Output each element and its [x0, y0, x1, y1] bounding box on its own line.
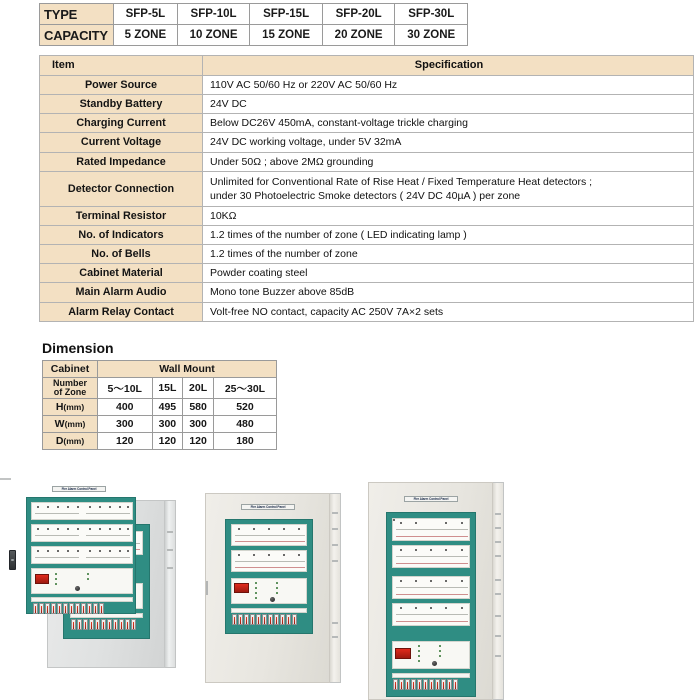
vent-slot — [495, 579, 501, 581]
zone-led — [268, 554, 270, 556]
panel-title-label: Fire Alarm Control Panel — [52, 486, 106, 492]
zone-indicator-bank — [231, 524, 307, 546]
capacity-cell: 5 ZONE — [114, 25, 178, 46]
zone-led — [400, 607, 402, 609]
status-led — [276, 592, 278, 594]
dimension-value: 300 — [98, 416, 153, 433]
status-led — [276, 582, 278, 584]
switch-label-strip — [31, 597, 133, 602]
toggle-switch[interactable] — [274, 614, 279, 625]
spec-item-value: 24V DC — [203, 95, 694, 114]
zone-led — [415, 580, 417, 582]
zone-column-header: 15L — [152, 378, 183, 399]
dimension-row-label: H(mm) — [43, 399, 98, 416]
spec-item-value: Volt-free NO contact, capacity AC 250V 7A×2 sets — [203, 302, 694, 321]
spec-item-label: Alarm Relay Contact — [40, 302, 203, 321]
status-led — [87, 573, 89, 575]
toggle-switch[interactable] — [77, 619, 82, 630]
spec-item-label: Detector Connection — [40, 171, 203, 206]
vent-slot — [495, 555, 501, 557]
zone-led — [445, 522, 447, 524]
toggle-switch[interactable] — [453, 679, 458, 690]
zone-led — [445, 549, 447, 551]
dimension-value: 180 — [213, 433, 276, 450]
zone-indicator-bank — [392, 576, 470, 599]
zone-text-line — [86, 513, 130, 514]
zone-led — [37, 506, 39, 508]
spec-item-value: 24V DC working voltage, under 5V 32mA — [203, 133, 694, 152]
toggle-switch[interactable] — [232, 614, 237, 625]
toggle-switch[interactable] — [256, 614, 261, 625]
table-row — [40, 133, 694, 152]
zone-led — [298, 554, 300, 556]
toggle-switch[interactable] — [71, 619, 76, 630]
table-row — [40, 264, 694, 283]
zone-led — [283, 554, 285, 556]
zone-led — [119, 528, 121, 530]
toggle-switch[interactable] — [399, 679, 404, 690]
zone-text-line — [396, 614, 468, 615]
zone-text-line — [235, 561, 305, 562]
zone-led — [430, 607, 432, 609]
row-header-capacity: CAPACITY — [40, 25, 114, 46]
toggle-switch[interactable] — [87, 603, 92, 614]
status-led — [439, 655, 441, 657]
zone-text-line — [396, 529, 468, 530]
toggle-switch[interactable] — [101, 619, 106, 630]
status-led — [255, 597, 257, 599]
zone-led — [99, 506, 101, 508]
spec-item-label: Terminal Resistor — [40, 206, 203, 225]
spec-item-value: Under 50Ω ; above 2MΩ grounding — [203, 152, 694, 171]
toggle-switch[interactable] — [125, 619, 130, 630]
specification-table — [39, 55, 694, 322]
zone-text-line — [396, 621, 468, 622]
zone-led — [47, 550, 49, 552]
faceplate — [26, 497, 136, 614]
toggle-switch[interactable] — [69, 603, 74, 614]
table-row — [40, 283, 694, 302]
vent-slot — [495, 541, 501, 543]
switch-label-strip — [231, 608, 307, 613]
spec-item-value: Unlimited for Conventional Rate of Rise Heat / Fixed Temperature Heat detectors ; under 30 Photoelectric Smoke detectors ( 24V DC 40µA ) per zone — [203, 171, 694, 206]
table-row — [43, 399, 277, 416]
status-led — [418, 655, 420, 657]
spec-item-value: Powder coating steel — [203, 264, 694, 283]
toggle-switch[interactable] — [441, 679, 446, 690]
zone-led — [119, 506, 121, 508]
zone-column-header: 5～10L — [98, 378, 153, 399]
zone-led — [127, 506, 129, 508]
zone-text-line — [235, 541, 305, 542]
status-led — [255, 587, 257, 589]
model-cell: SFP-15L — [250, 4, 323, 25]
zone-led — [400, 549, 402, 551]
zone-led — [77, 506, 79, 508]
panel-10-zone — [205, 493, 330, 683]
capacity-cell: 10 ZONE — [177, 25, 250, 46]
panel-title-label: Fire Alarm Control Panel — [404, 496, 458, 502]
zone-led — [461, 607, 463, 609]
vent-slot — [332, 622, 338, 624]
cabinet-side — [330, 493, 341, 683]
zone-text-line — [35, 513, 79, 514]
zone-text-line — [396, 536, 468, 537]
door-hinge — [206, 581, 208, 595]
zone-text-line — [235, 567, 305, 568]
table-row — [40, 206, 694, 225]
zone-led — [415, 522, 417, 524]
spec-item-value: 10KΩ — [203, 206, 694, 225]
alarm-display — [234, 583, 249, 593]
zone-led — [67, 528, 69, 530]
table-row — [40, 245, 694, 264]
spec-item-label: Rated Impedance — [40, 152, 203, 171]
zone-led — [89, 506, 91, 508]
zone-label-line1: Number — [52, 378, 87, 388]
toggle-switch[interactable] — [417, 679, 422, 690]
status-led — [87, 578, 89, 580]
row-header-type: TYPE — [40, 4, 114, 25]
zone-led — [238, 554, 240, 556]
zone-led — [109, 506, 111, 508]
vent-slot — [495, 615, 501, 617]
toggle-switch[interactable] — [57, 603, 62, 614]
zone-indicator-bank — [31, 546, 133, 564]
product-photo-strip — [0, 478, 700, 700]
spec-item-label: No. of Bells — [40, 245, 203, 264]
spec-item-value: 1.2 times of the number of zone ( LED indicating lamp ) — [203, 225, 694, 244]
toggle-switch[interactable] — [435, 679, 440, 690]
switch-row[interactable] — [393, 679, 458, 690]
cabinet-side — [0, 478, 11, 480]
toggle-switch[interactable] — [250, 614, 255, 625]
cabinet-side — [165, 500, 176, 668]
spec-item-label: Main Alarm Audio — [40, 283, 203, 302]
toggle-switch[interactable] — [89, 619, 94, 630]
zone-led — [298, 528, 300, 530]
spec-item-value: Below DC26V 450mA, constant-voltage trickle charging — [203, 114, 694, 133]
spec-item-label: Current Voltage — [40, 133, 203, 152]
spec-item-value: 110V AC 50/60 Hz or 220V AC 50/60 Hz — [203, 75, 694, 94]
dimension-table — [42, 360, 277, 450]
zone-indicator-bank — [392, 545, 470, 568]
capacity-cell: 15 ZONE — [250, 25, 323, 46]
cabinet-side — [493, 482, 504, 700]
toggle-switch[interactable] — [107, 619, 112, 630]
toggle-switch[interactable] — [244, 614, 249, 625]
table-row — [40, 114, 694, 133]
switch-row[interactable] — [71, 619, 136, 630]
zone-led — [67, 550, 69, 552]
zone-led — [47, 528, 49, 530]
toggle-switch[interactable] — [447, 679, 452, 690]
dimension-row-label: D(mm) — [43, 433, 98, 450]
zone-led — [253, 528, 255, 530]
spec-item-value: 1.2 times of the number of zone — [203, 245, 694, 264]
toggle-switch[interactable] — [39, 603, 44, 614]
zone-led — [57, 550, 59, 552]
door-lock[interactable] — [9, 550, 16, 570]
vent-slot — [495, 513, 501, 515]
toggle-switch[interactable] — [393, 679, 398, 690]
dimension-mount-label: Wall Mount — [98, 361, 277, 378]
switch-label-strip — [392, 673, 470, 678]
status-led — [276, 587, 278, 589]
zone-led — [89, 528, 91, 530]
toggle-switch[interactable] — [45, 603, 50, 614]
zone-led — [415, 549, 417, 551]
toggle-switch[interactable] — [405, 679, 410, 690]
capacity-cell: 20 ZONE — [322, 25, 395, 46]
toggle-switch[interactable] — [99, 603, 104, 614]
zone-label-line2: of Zone — [53, 387, 87, 397]
status-led — [55, 578, 57, 580]
table-row — [40, 171, 694, 206]
zone-led — [253, 554, 255, 556]
spec-item-label: Cabinet Material — [40, 264, 203, 283]
column-header-item: Item — [40, 56, 203, 76]
dimension-row-label: W(mm) — [43, 416, 98, 433]
toggle-switch[interactable] — [33, 603, 38, 614]
zone-text-line — [35, 557, 79, 558]
toggle-switch[interactable] — [411, 679, 416, 690]
toggle-switch[interactable] — [95, 619, 100, 630]
toggle-switch[interactable] — [268, 614, 273, 625]
zone-led — [77, 528, 79, 530]
vent-slot — [332, 560, 338, 562]
zone-led — [89, 550, 91, 552]
status-led — [439, 645, 441, 647]
vent-slot — [495, 635, 501, 637]
vent-slot — [332, 636, 338, 638]
zone-led — [430, 549, 432, 551]
table-header-row — [40, 56, 694, 76]
spec-item-value: Mono tone Buzzer above 85dB — [203, 283, 694, 302]
zone-led — [393, 519, 395, 521]
switch-row[interactable] — [232, 614, 297, 625]
dimension-value: 120 — [98, 433, 153, 450]
model-capacity-table — [39, 3, 468, 46]
zone-led — [57, 528, 59, 530]
model-cell: SFP-20L — [322, 4, 395, 25]
vent-slot — [167, 549, 173, 551]
toggle-switch[interactable] — [93, 603, 98, 614]
table-row — [40, 4, 468, 25]
toggle-switch[interactable] — [238, 614, 243, 625]
table-row — [40, 95, 694, 114]
vent-slot — [167, 567, 173, 569]
spec-item-label: Charging Current — [40, 114, 203, 133]
zone-led — [461, 549, 463, 551]
zone-led — [37, 550, 39, 552]
toggle-switch[interactable] — [429, 679, 434, 690]
table-row — [43, 378, 277, 399]
table-row — [40, 152, 694, 171]
zone-indicator-bank — [392, 518, 470, 541]
dimension-cabinet-label: Cabinet — [43, 361, 98, 378]
zone-led — [238, 528, 240, 530]
zone-text-line — [86, 557, 130, 558]
status-led — [55, 583, 57, 585]
alarm-display — [395, 648, 411, 659]
panel-20-zone — [368, 482, 493, 700]
zone-text-line — [396, 587, 468, 588]
toggle-switch[interactable] — [119, 619, 124, 630]
zone-indicator-bank — [231, 550, 307, 572]
zone-text-line — [86, 535, 130, 536]
dimension-value: 120 — [152, 433, 183, 450]
zone-led — [109, 550, 111, 552]
dimension-value: 480 — [213, 416, 276, 433]
zone-text-line — [235, 535, 305, 536]
zone-led — [109, 528, 111, 530]
dimension-value: 120 — [183, 433, 214, 450]
zone-led — [127, 528, 129, 530]
faceplate — [386, 512, 476, 697]
vent-slot — [167, 531, 173, 533]
zone-indicator-bank — [31, 502, 133, 520]
status-led — [439, 650, 441, 652]
zone-led — [99, 528, 101, 530]
zone-led — [430, 580, 432, 582]
zone-led — [57, 506, 59, 508]
zone-text-line — [396, 594, 468, 595]
status-led — [255, 592, 257, 594]
spec-item-label: No. of Indicators — [40, 225, 203, 244]
toggle-switch[interactable] — [286, 614, 291, 625]
vent-slot — [495, 655, 501, 657]
panel-title-label: Fire Alarm Control Panel — [241, 504, 295, 510]
rotary-knob[interactable] — [75, 586, 80, 591]
toggle-switch[interactable] — [262, 614, 267, 625]
status-led — [418, 645, 420, 647]
zone-led — [268, 528, 270, 530]
zone-led — [283, 528, 285, 530]
status-led — [418, 650, 420, 652]
zone-led — [99, 550, 101, 552]
dimension-title: Dimension — [42, 340, 114, 356]
zone-column-header: 25～30L — [213, 378, 276, 399]
dimension-value: 580 — [183, 399, 214, 416]
model-cell: SFP-30L — [395, 4, 468, 25]
zone-led — [400, 580, 402, 582]
zone-led — [47, 506, 49, 508]
toggle-switch[interactable] — [83, 619, 88, 630]
switch-row[interactable] — [33, 603, 104, 614]
table-row — [43, 416, 277, 433]
toggle-switch[interactable] — [75, 603, 80, 614]
toggle-switch[interactable] — [423, 679, 428, 690]
vent-slot — [332, 528, 338, 530]
alarm-display — [35, 574, 49, 584]
zone-led — [119, 550, 121, 552]
dimension-value: 300 — [183, 416, 214, 433]
vent-slot — [332, 544, 338, 546]
zone-led — [445, 607, 447, 609]
toggle-switch[interactable] — [81, 603, 86, 614]
table-row — [40, 225, 694, 244]
vent-slot — [332, 512, 338, 514]
status-led — [418, 660, 420, 662]
toggle-switch[interactable] — [51, 603, 56, 614]
spec-item-label: Power Source — [40, 75, 203, 94]
zone-led — [415, 607, 417, 609]
zone-text-line — [35, 535, 79, 536]
zone-indicator-bank — [31, 524, 133, 542]
toggle-switch[interactable] — [292, 614, 297, 625]
toggle-switch[interactable] — [131, 619, 136, 630]
capacity-cell: 30 ZONE — [395, 25, 468, 46]
vent-slot — [495, 527, 501, 529]
vent-slot — [495, 593, 501, 595]
spec-item-label: Standby Battery — [40, 95, 203, 114]
model-cell: SFP-10L — [177, 4, 250, 25]
zone-indicator-bank — [392, 603, 470, 626]
table-row — [40, 75, 694, 94]
table-row — [43, 433, 277, 450]
faceplate — [225, 519, 313, 634]
toggle-switch[interactable] — [113, 619, 118, 630]
zone-led — [127, 550, 129, 552]
dimension-value: 300 — [152, 416, 183, 433]
model-cell: SFP-5L — [114, 4, 178, 25]
zone-led — [37, 528, 39, 530]
dimension-zone-label — [43, 378, 98, 399]
dimension-value: 520 — [213, 399, 276, 416]
zone-led — [67, 506, 69, 508]
zone-led — [445, 580, 447, 582]
zone-led — [461, 580, 463, 582]
status-led — [255, 582, 257, 584]
zone-led — [400, 522, 402, 524]
table-row — [40, 25, 468, 46]
zone-led — [461, 522, 463, 524]
dimension-value: 400 — [98, 399, 153, 416]
zone-column-header: 20L — [183, 378, 214, 399]
status-led — [55, 573, 57, 575]
toggle-switch[interactable] — [63, 603, 68, 614]
rotary-knob[interactable] — [270, 597, 275, 602]
rotary-knob[interactable] — [432, 661, 437, 666]
dimension-value: 495 — [152, 399, 183, 416]
zone-text-line — [396, 563, 468, 564]
column-header-specification: Specification — [203, 56, 694, 76]
table-row — [43, 361, 277, 378]
zone-led — [77, 550, 79, 552]
toggle-switch[interactable] — [280, 614, 285, 625]
table-row — [40, 302, 694, 321]
zone-text-line — [396, 556, 468, 557]
